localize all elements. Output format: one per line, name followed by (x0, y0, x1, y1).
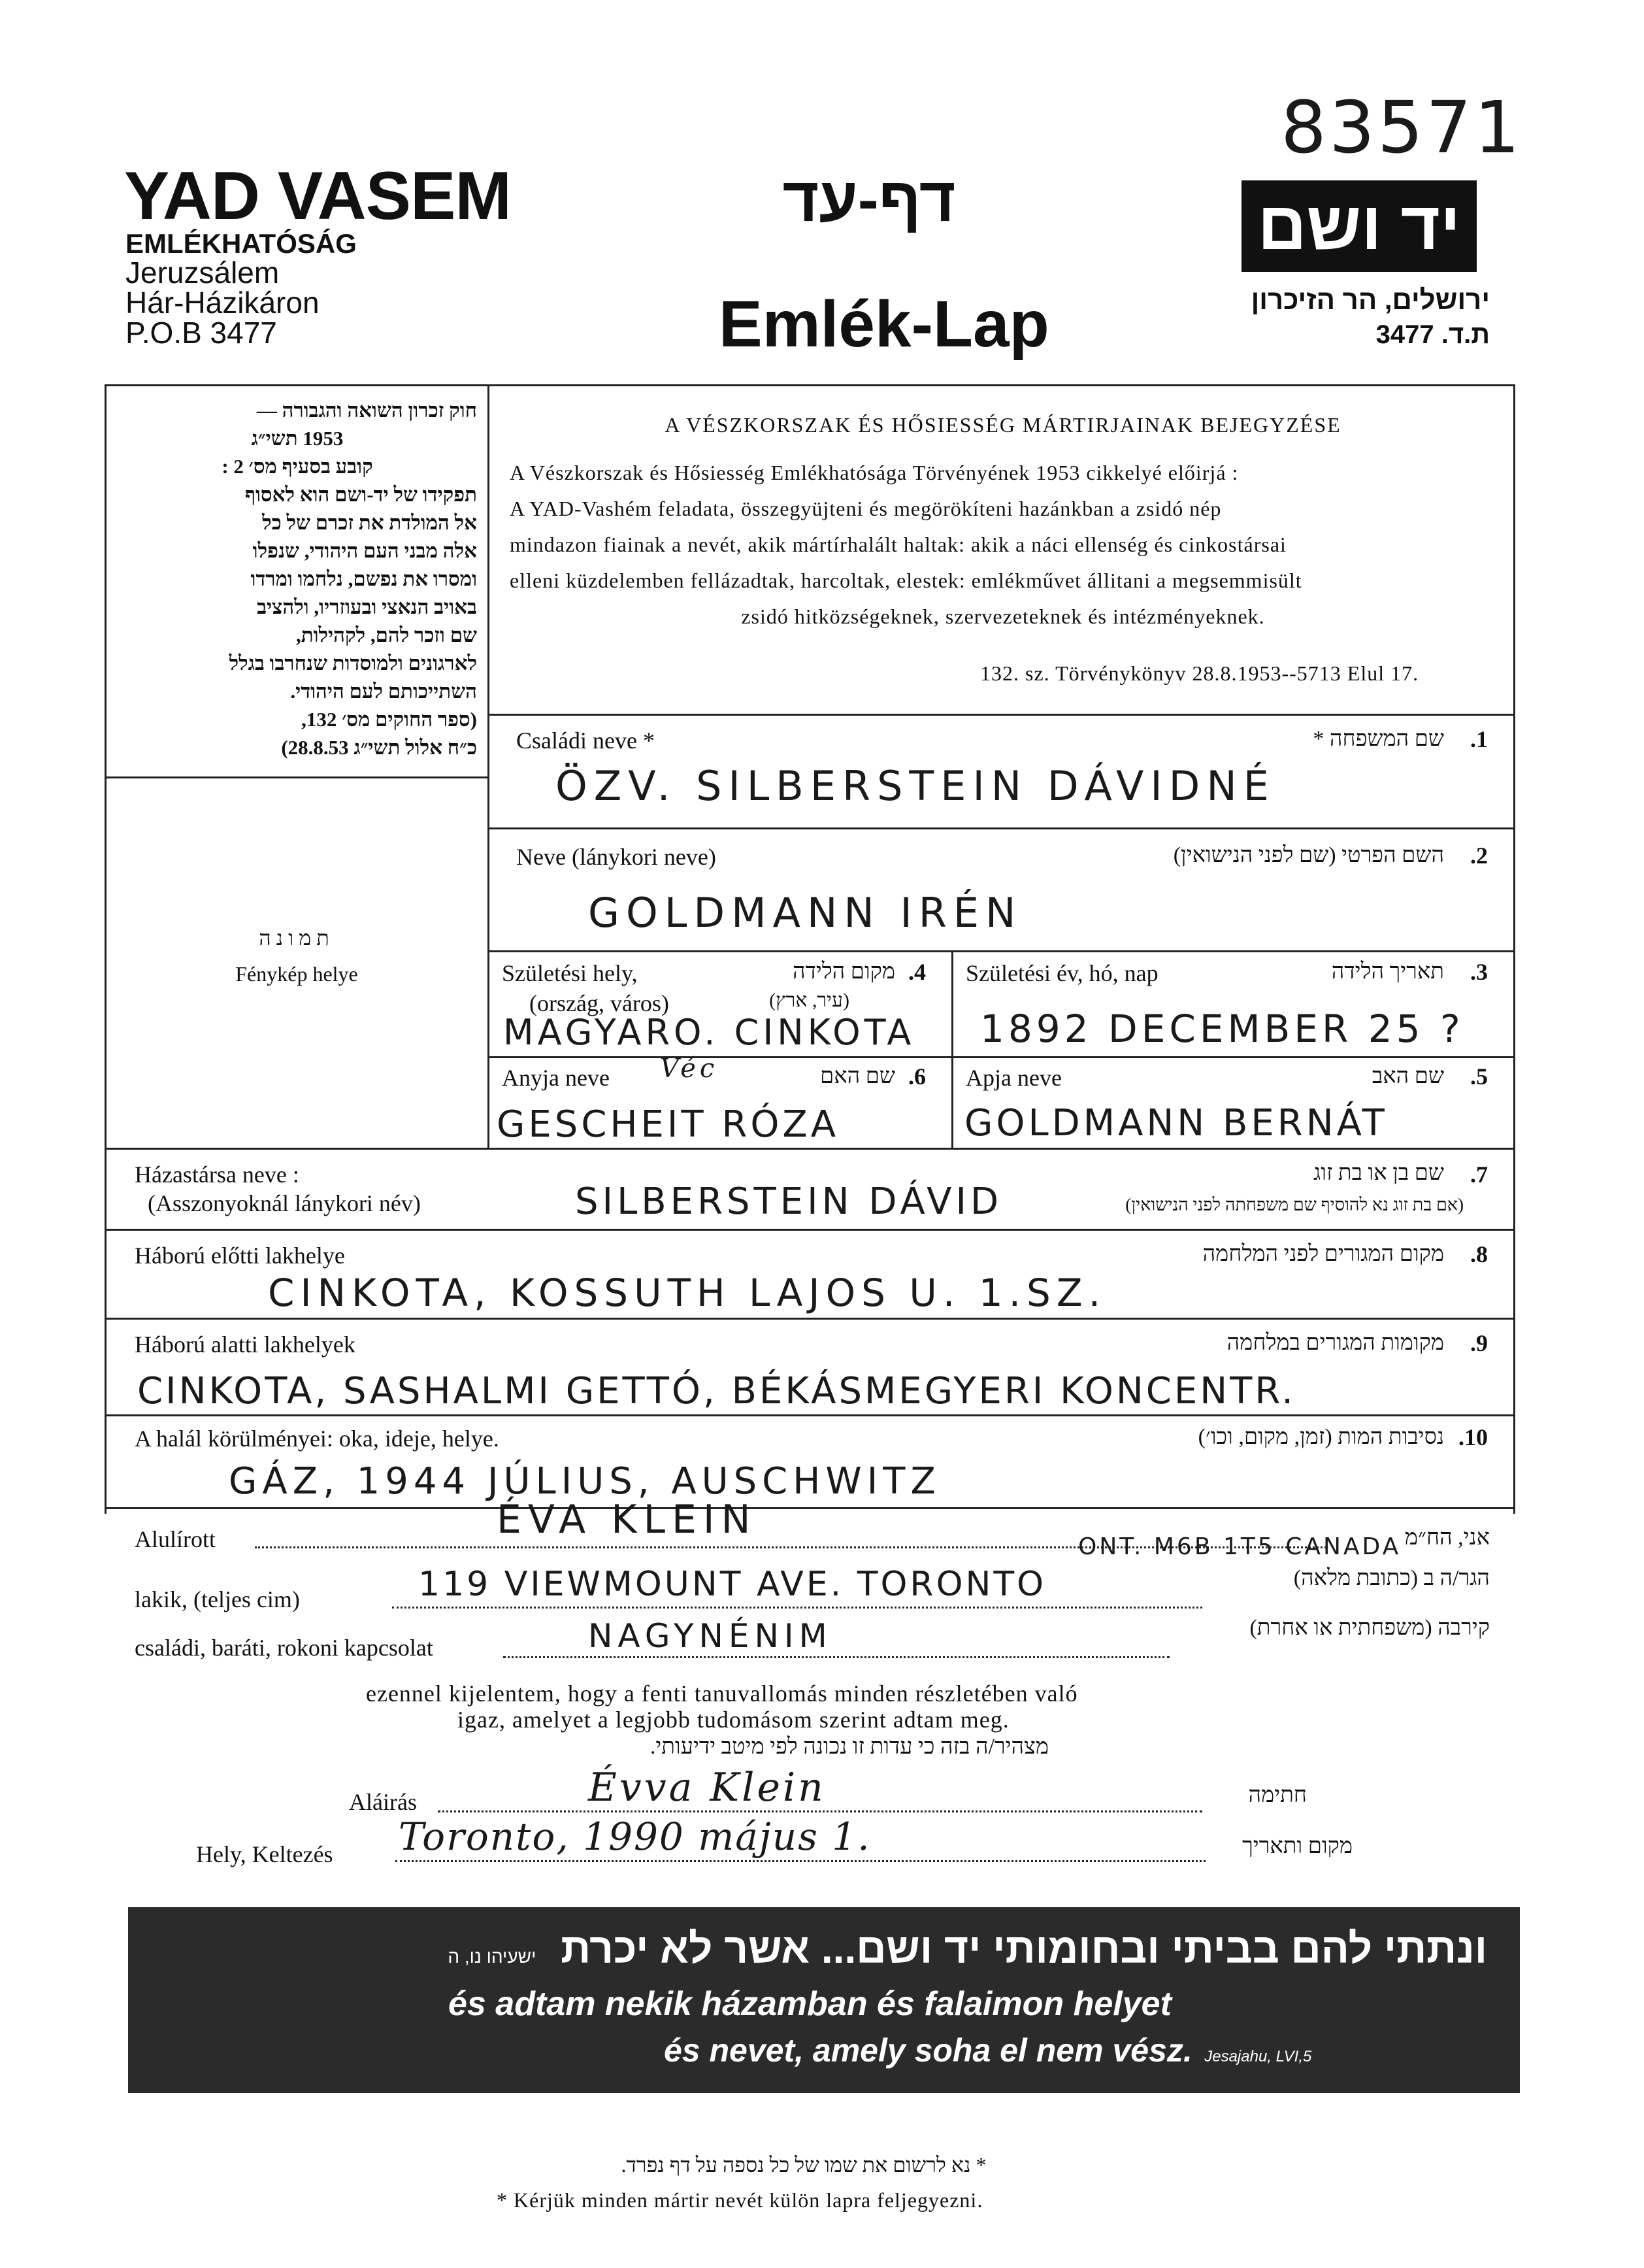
quote-banner (128, 1907, 1520, 2093)
field-8-number: .8 (1470, 1241, 1488, 1267)
photo-area (107, 779, 486, 1145)
footer-note: * Kérjük minden mártir nevét külön lapra feljegyezni. (497, 2188, 983, 2212)
field-5-6-bottom (105, 1148, 1515, 1150)
intro-line: zsidó hitközségeknek, szervezeteknek és intézményeknek. (741, 605, 1265, 628)
declarant-address-label: lakik, (teljes cim) (135, 1586, 300, 1612)
intro-bottom (487, 714, 1515, 716)
declarant-relation-line (503, 1656, 1170, 1658)
frame-top (105, 384, 1513, 386)
field-4-number: .4 (908, 959, 926, 985)
field-7-bottom (105, 1229, 1515, 1231)
field-4-label: Születési hely, (502, 960, 638, 986)
field-1-number: .1 (1470, 726, 1488, 752)
field-5-hebrew: שם האב (1372, 1064, 1444, 1088)
field-5-label: Apja neve (966, 1065, 1062, 1091)
col-divider-3-4 (951, 950, 953, 1148)
declarant-address-value[interactable]: 119 VIEWMOUNT AVE. TORONTO (418, 1565, 1047, 1604)
field-3-value[interactable]: 1892 DECEMBER 25 ? (980, 1007, 1464, 1051)
declarant-relation-label: családi, baráti, rokoni kapcsolat (135, 1635, 433, 1661)
law-line: תפקידו של יד-ושם הוא לאסוף (244, 483, 477, 506)
banner-line-2: és nevet, amely soha el nem vész. (664, 2032, 1192, 2069)
law-line: השתייכותם לעם היהודי. (290, 680, 477, 703)
field-2-hebrew: השם הפרטי (שם לפני הנישואין) (1173, 843, 1444, 867)
field-2-label: Neve (lánykori neve) (516, 844, 716, 870)
field-4-value[interactable]: MAGYARO. CINKOTA (503, 1012, 915, 1053)
declarant-address-extra[interactable]: ONT. M6B 1T5 CANADA (1078, 1533, 1402, 1560)
field-2-value[interactable]: GOLDMANN IRÉN (588, 889, 1023, 937)
law-line: לארגונים ולמוסדות שנחרבו בגלל (229, 652, 477, 675)
declarant-name-hebrew: אני, הח״מ (1404, 1526, 1490, 1550)
archive-number: 83571 (1281, 86, 1522, 169)
org-title: YAD VASEM (124, 158, 512, 234)
org-city: Jeruzsálem (125, 256, 280, 290)
declarant-relation-hebrew: קירבה (משפחתית או אחרת) (1249, 1616, 1490, 1640)
law-box-bottom (105, 776, 489, 778)
field-8-label: Háború előtti lakhelye (135, 1242, 345, 1269)
law-line: (ספר החוקים מס׳ 132, (301, 708, 477, 731)
field-3-number: .3 (1470, 959, 1488, 985)
address-hebrew: ירושלים, הר הזיכרון (1251, 284, 1490, 315)
declarant-relation-value[interactable]: NAGYNÉNIM (588, 1617, 832, 1655)
field-7-hebrew2: (אם בת זוג נא להוסיף שם משפחתה לפני הנישואין) (1125, 1195, 1464, 1214)
field-8-bottom (105, 1318, 1515, 1320)
field-6-note: Véc (660, 1054, 719, 1084)
org-subtitle: EMLÉKHATÓSÁG (125, 228, 357, 259)
field-9-number: .9 (1470, 1330, 1488, 1356)
logo-hebrew: יד ושם (1241, 180, 1477, 272)
field-7-value[interactable]: SILBERSTEIN DÁVID (575, 1180, 1003, 1223)
law-line: אל המולדת את זכרם של כל (262, 511, 477, 534)
frame-left (105, 384, 107, 1514)
field-6-label: Anyja neve (502, 1065, 610, 1091)
law-line: שם וזכר להם, לקהילות, (295, 624, 477, 646)
sidebar-divider (487, 384, 489, 1148)
field-4-label2: (ország, város) (529, 990, 669, 1016)
field-2-number: .2 (1470, 842, 1488, 869)
intro-line: elleni küzdelemben fellázadtak, harcoltak, elestek: emlékművet állitani a megsemmisült (510, 569, 1302, 592)
field-10-bottom (105, 1507, 1515, 1509)
law-line: באויב הנאצי ובעוזריו, ולהציב (257, 595, 477, 618)
field-1-value[interactable]: ÖZV. SILBERSTEIN DÁVIDNÉ (555, 762, 1275, 810)
field-6-value[interactable]: GESCHEIT RÓZA (497, 1103, 840, 1146)
signature-hebrew: חתימה (1248, 1783, 1307, 1807)
field-9-label: Háború alatti lakhelyek (135, 1331, 355, 1358)
pob-hebrew: ת.ד. 3477 (1375, 320, 1490, 349)
photo-hebrew: תמונה (259, 926, 335, 950)
intro-line: mindazon fiainak a nevét, akik mártírhalált haltak: akik a náci ellenség és cinkostársai (510, 533, 1287, 556)
field-6-hebrew: שם האם (820, 1064, 895, 1088)
field-10-value[interactable]: GÁZ, 1944 JÚLIUS, AUSCHWITZ (229, 1460, 941, 1503)
form-title: Emlék-Lap (719, 288, 1049, 361)
org-pob: P.O.B 3477 (125, 316, 277, 350)
law-line: 1953 תשי״ג (251, 427, 344, 450)
frame-right (1513, 384, 1515, 1514)
field-10-number: .10 (1458, 1424, 1488, 1450)
field-6-number: .6 (908, 1063, 926, 1090)
field-8-value[interactable]: CINKOTA, KOSSUTH LAJOS U. 1.SZ. (268, 1271, 1107, 1315)
banner-hebrew-ref: ישעיהו נו, ה (448, 1946, 536, 1967)
declarant-name-label: Alulírott (135, 1526, 216, 1552)
photo-label: Fénykép helye (235, 962, 358, 986)
field-7-label: Házastársa neve : (135, 1161, 299, 1188)
law-line: ומסרו את נפשם, נלחמו ומרדו (250, 567, 477, 590)
field-1-hebrew: שם המשפחה * (1313, 727, 1444, 751)
declarant-address-hebrew: הגר/ה ב (כתובת מלאה) (1293, 1566, 1490, 1590)
law-line: חוק זכרון השואה והגבורה — (256, 399, 477, 422)
signature-value[interactable]: Évva Klein (588, 1765, 826, 1810)
field-3-hebrew: תאריך הלידה (1331, 959, 1444, 984)
place-date-value[interactable]: Toronto, 1990 május 1. (399, 1814, 871, 1859)
place-date-line (395, 1860, 1206, 1862)
statement-line-1: ezennel kijelentem, hogy a fenti tanuvallomás minden részletében való (366, 1680, 1078, 1707)
field-9-value[interactable]: CINKOTA, SASHALMI GETTÓ, BÉKÁSMEGYERI KONCENTR. (137, 1370, 1296, 1412)
intro-title: A VÉSZKORSZAK ÉS HŐSIESSÉG MÁRTIRJAINAK BEJEGYZÉSE (665, 413, 1341, 437)
statement-hebrew: מצהיר/ה בזה כי עדות זו נכונה לפי מיטב ידיעותי. (649, 1735, 1049, 1759)
signature-label: Aláirás (349, 1789, 417, 1815)
field-3-4-bottom (487, 1056, 1515, 1058)
banner-hebrew: ונתתי להם בביתי ובחומותי יד ושם... אשר לא יכרת (561, 1925, 1487, 1972)
declarant-name-value[interactable]: ÉVA KLEIN (497, 1497, 757, 1543)
field-8-hebrew: מקום המגורים לפני המלחמה (1202, 1242, 1444, 1266)
declarant-address-line (392, 1607, 1202, 1609)
org-address: Hár-Házikáron (125, 286, 320, 320)
banner-hebrew-quote (154, 1924, 1487, 1973)
banner-line-2-row (664, 2031, 1311, 2069)
field-7-number: .7 (1470, 1161, 1488, 1188)
field-7-hebrew: שם בן או בת זוג (1313, 1161, 1444, 1185)
place-date-label: Hely, Keltezés (196, 1841, 333, 1867)
field-9-hebrew: מקומות המגורים במלחמה (1226, 1331, 1444, 1355)
field-1-label: Családi neve * (516, 727, 655, 754)
field-4-hebrew: מקום הלידה (792, 959, 895, 984)
field-10-hebrew: נסיבות המות (זמן, מקום, וכו׳) (1198, 1425, 1444, 1449)
field-7-label2: (Asszonyoknál lánykori név) (148, 1190, 421, 1216)
field-10-label: A halál körülményei: oka, ideje, helye. (135, 1426, 499, 1452)
field-9-bottom (105, 1414, 1515, 1416)
field-5-number: .5 (1470, 1063, 1488, 1090)
intro-line: A YAD-Vashém feladata, összegyüjteni és megörökíteni hazánkban a zsidó nép (510, 497, 1222, 520)
law-line: אלה מבני העם היהודי, שנפלו (252, 539, 477, 562)
field-4-hebrew2: (עיר, ארץ) (769, 990, 849, 1011)
field-1-bottom (487, 827, 1515, 829)
banner-ref: Jesajahu, LVI,5 (1204, 2048, 1312, 2065)
banner-line-1: és adtam nekik házamban és falaimon helyet (448, 1985, 1172, 2023)
law-line: קובע בסעיף מס׳ 2 : (222, 455, 373, 478)
law-line: כ״ח אלול תשי״ג 28.8.53) (281, 736, 477, 759)
statement-line-2: igaz, amelyet a legjobb tudomásom szerint adtam meg. (457, 1707, 1010, 1733)
intro-text (510, 455, 1496, 635)
law-box (118, 396, 477, 761)
intro-line: A Vészkorszak és Hősiesség Emlékhatósága Törvényének 1953 cikkelyé előirjá : (510, 461, 1239, 484)
field-3-label: Születési év, hó, nap (966, 960, 1159, 986)
field-5-value[interactable]: GOLDMANN BERNÁT (964, 1102, 1388, 1144)
signature-line (438, 1810, 1202, 1812)
field-2-bottom (487, 950, 1515, 952)
intro-citation: 132. sz. Törvénykönyv 28.8.1953--5713 Elul 17. (980, 661, 1419, 685)
form-title-hebrew: דף-עד (782, 165, 956, 235)
footer-hebrew: * נא לרשום את שמו של כל נספה על דף נפרד. (621, 2153, 987, 2176)
place-date-hebrew: מקום ותאריך (1242, 1834, 1353, 1858)
